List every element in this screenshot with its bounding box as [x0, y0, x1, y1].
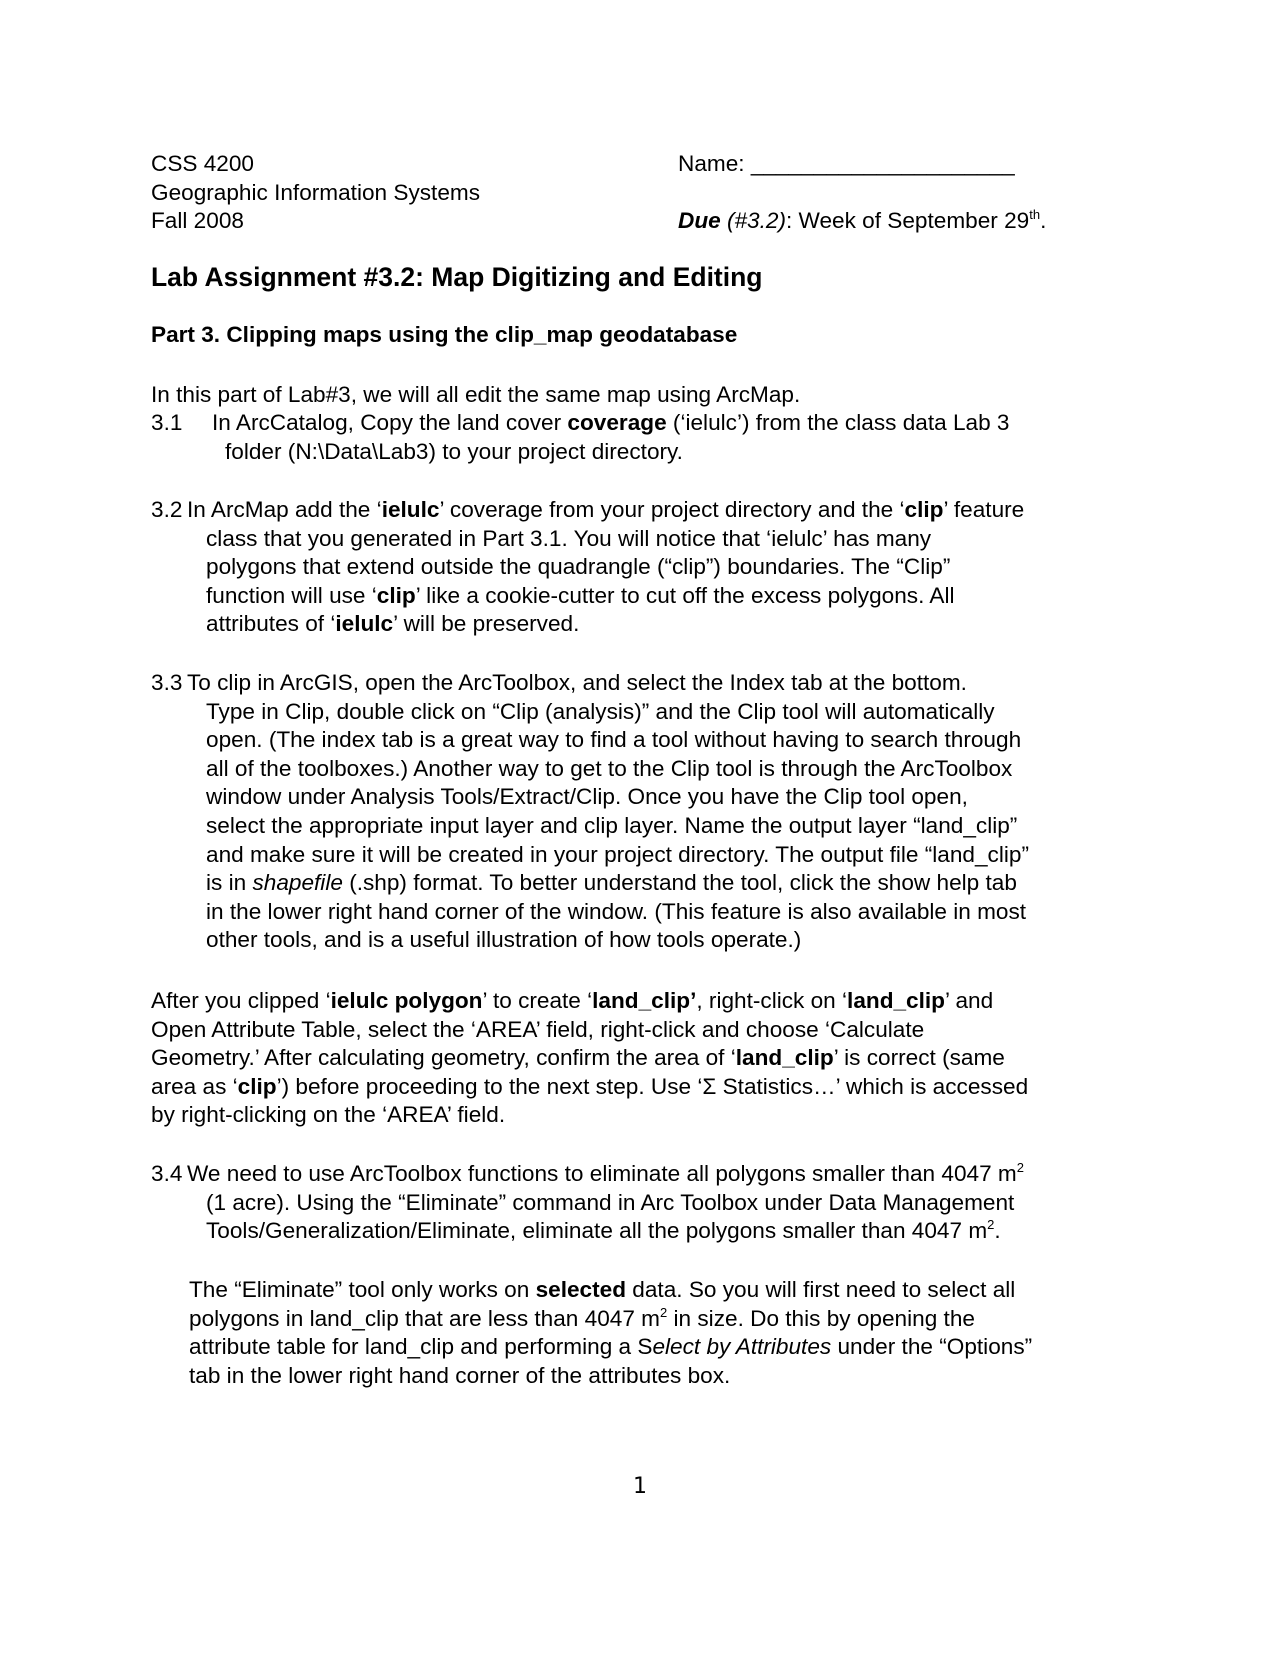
step-line: (1 acre). Using the “Eliminate” command in Arc Toolbox under Data Management: [206, 1189, 1015, 1215]
text-bold: clip: [904, 497, 944, 522]
text-run: ’ is correct (same: [833, 1045, 1005, 1071]
step-line: [187, 1217, 1024, 1246]
step-3-4: [151, 1160, 1151, 1248]
paragraph-line: [151, 1073, 1151, 1102]
step-line: folder (N:\Data\Lab3) to your project directory.: [225, 438, 683, 464]
course-title: Geographic Information Systems: [151, 180, 481, 205]
text-run: ’ coverage from your project directory and the ‘: [439, 497, 905, 522]
text-run: attributes of ‘: [206, 611, 336, 637]
part-heading: Part 3. Clipping maps using the clip_map geodatabase: [151, 322, 738, 347]
text-italic: shapefile: [252, 870, 343, 896]
text-run: function will use ‘: [206, 582, 377, 608]
step-line: polygons that extend outside the quadrangle (“clip”) boundaries. The “Clip”: [206, 554, 951, 580]
text-run: area as ‘: [151, 1073, 238, 1099]
step-line: [212, 409, 1009, 438]
text-italic: elect by Attributes: [652, 1334, 832, 1360]
text-run: We need to use ArcToolbox functions to eliminate all polygons smaller than 4047 m: [187, 1161, 1017, 1186]
text-run: ’ to create ‘: [482, 988, 593, 1013]
step-number: 3.3: [151, 670, 183, 695]
text-run: After you clipped ‘: [151, 988, 331, 1013]
due-assignment: (#3.2): [720, 208, 786, 233]
step-3-3: [151, 669, 1151, 959]
step-number: 3.4: [151, 1161, 183, 1186]
text-bold: land_clip: [735, 1045, 834, 1071]
due-label: Due: [678, 208, 721, 233]
text-run: In ArcMap add the ‘: [187, 497, 382, 522]
text-run: Geometry.’ After calculating geometry, confirm the area of ‘: [151, 1045, 736, 1071]
page-title: Lab Assignment #3.2: Map Digitizing and Editing: [151, 262, 763, 292]
text-bold: selected: [535, 1277, 627, 1302]
eliminate-paragraph: [189, 1276, 1169, 1392]
text-bold: land_clip’: [592, 988, 697, 1013]
intro-text: In this part of Lab#3, we will all edit the same map using ArcMap.: [151, 382, 801, 407]
step-line: in the lower right hand corner of the window. (This feature is also available in most: [206, 898, 1027, 924]
due-end: .: [1040, 208, 1047, 233]
course-code: CSS 4200: [151, 151, 254, 176]
step-line: [187, 496, 1024, 525]
paragraph-line: [189, 1276, 1169, 1305]
text-run: attribute table for land_clip and performing a S: [189, 1334, 653, 1360]
step-number: 3.1: [151, 410, 183, 435]
step-line: To clip in ArcGIS, open the ArcToolbox, and select the Index tab at the bottom.: [187, 670, 967, 695]
text-bold: clip: [376, 582, 416, 608]
text-run: (‘ielulc’) from the class data Lab 3: [666, 410, 1010, 435]
text-bold: ielulc: [381, 497, 440, 522]
superscript: 2: [987, 1217, 995, 1233]
step-line: [187, 582, 1024, 611]
name-blank: _____________________: [750, 151, 1015, 176]
name-line: [678, 150, 1015, 179]
step-3-1: [151, 409, 1151, 467]
step-line: [187, 869, 1029, 898]
step-line: select the appropriate input layer and clip layer. Name the output layer “land_clip”: [206, 812, 1018, 838]
name-label: Name:: [678, 151, 751, 176]
text-run: under the “Options”: [831, 1334, 1033, 1360]
text-run: The “Eliminate” tool only works on: [189, 1277, 536, 1302]
after-clip-paragraph: [151, 987, 1151, 1132]
text-run: In ArcCatalog, Copy the land cover: [212, 410, 568, 435]
term: Fall 2008: [151, 208, 244, 233]
step-line: [187, 610, 1024, 639]
step-line: open. (The index tab is a great way to find a tool without having to search through: [206, 727, 1022, 753]
text-run: in size. Do this by opening the: [667, 1305, 975, 1331]
paragraph-line: [151, 1044, 1151, 1073]
paragraph-line: [189, 1305, 1169, 1334]
text-run: Tools/Generalization/Eliminate, eliminate all the polygons smaller than 4047 m: [206, 1218, 988, 1244]
paragraph-line: [189, 1333, 1169, 1362]
text-run: polygons in land_clip that are less than 4047 m: [189, 1305, 661, 1331]
due-line: [678, 207, 1046, 236]
text-run: , right-click on ‘: [696, 988, 848, 1013]
due-date: : Week of September 29: [786, 208, 1030, 233]
text-run: ’) before proceeding to the next step. Use ‘Σ Statistics…’ which is accessed: [276, 1073, 1029, 1099]
text-run: ’ will be preserved.: [393, 611, 580, 637]
step-number: 3.2: [151, 497, 183, 522]
text-bold: ielulc polygon: [330, 988, 483, 1013]
step-line: [187, 1160, 1024, 1189]
step-line: and make sure it will be created in your project directory. The output file “land_clip”: [206, 841, 1029, 867]
text-bold: coverage: [567, 410, 667, 435]
text-run: data. So you will first need to select all: [626, 1277, 1016, 1302]
text-run: ’ feature: [943, 497, 1025, 522]
paragraph-line: [151, 987, 1151, 1016]
due-date-suffix: th: [1029, 207, 1041, 222]
paragraph-line: tab in the lower right hand corner of the attributes box.: [189, 1362, 731, 1388]
text-run: .: [994, 1218, 1001, 1244]
text-bold: land_clip: [847, 988, 945, 1013]
step-line: other tools, and is a useful illustration of how tools operate.): [206, 927, 802, 953]
text-run: ’ and: [944, 988, 994, 1013]
superscript: 2: [1016, 1160, 1024, 1175]
paragraph-line: Open Attribute Table, select the ‘AREA’ field, right-click and choose ‘Calculate: [151, 1016, 925, 1042]
paragraph-line: by right-clicking on the ‘AREA’ field.: [151, 1102, 506, 1128]
page-number: 1: [633, 1474, 647, 1499]
superscript: 2: [660, 1304, 668, 1320]
step-line: window under Analysis Tools/Extract/Clip. Once you have the Clip tool open,: [206, 784, 968, 810]
step-line: Type in Clip, double click on “Clip (analysis)” and the Clip tool will automatically: [206, 698, 995, 724]
step-3-2: [151, 496, 1151, 641]
text-bold: clip: [237, 1073, 277, 1099]
text-run: ’ like a cookie-cutter to cut off the excess polygons. All: [415, 582, 955, 608]
step-line: class that you generated in Part 3.1. You will notice that ‘ielulc’ has many: [206, 525, 932, 551]
text-run: is in: [206, 870, 253, 896]
text-bold: ielulc: [335, 611, 394, 637]
text-run: (.shp) format. To better understand the tool, click the show help tab: [342, 870, 1017, 896]
step-line: all of the toolboxes.) Another way to get to the Clip tool is through the ArcToolbox: [206, 755, 1013, 781]
